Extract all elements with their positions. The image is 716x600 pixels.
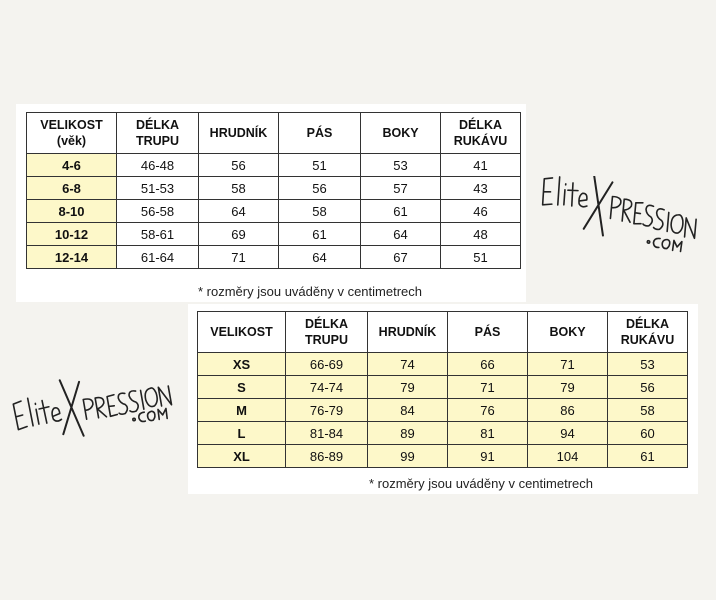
measurement-cell: 81	[448, 422, 528, 445]
measurement-cell: 53	[361, 154, 441, 177]
column-header	[448, 312, 528, 353]
table-row	[27, 154, 521, 177]
measurement-cell: 71	[528, 353, 608, 376]
size-label-cell: 8-10	[27, 200, 117, 223]
header-row	[27, 113, 521, 154]
measurement-cell: 53	[608, 353, 688, 376]
measurement-cell: 66-69	[286, 353, 368, 376]
measurement-cell: 56-58	[117, 200, 199, 223]
column-header	[279, 113, 361, 154]
measurement-cell: 51	[279, 154, 361, 177]
measurement-cell: 71	[448, 376, 528, 399]
measurement-cell: 84	[368, 399, 448, 422]
size-label-cell: 12-14	[27, 246, 117, 269]
kids-size-note: * rozměry jsou uváděny v centimetrech	[198, 284, 422, 299]
measurement-cell: 46	[441, 200, 521, 223]
column-header-line: BOKY	[549, 325, 586, 339]
table-row	[198, 445, 688, 468]
table-row	[27, 200, 521, 223]
measurement-cell: 60	[608, 422, 688, 445]
table-row	[198, 376, 688, 399]
table-row	[27, 246, 521, 269]
column-header	[199, 113, 279, 154]
column-header	[286, 312, 368, 353]
measurement-cell: 48	[441, 223, 521, 246]
measurement-cell: 56	[199, 154, 279, 177]
measurement-cell: 61	[608, 445, 688, 468]
column-header-line: (věk)	[56, 134, 87, 148]
brand-logo-right	[534, 176, 710, 254]
measurement-cell: 89	[368, 422, 448, 445]
measurement-cell: 61-64	[117, 246, 199, 269]
measurement-cell: 86-89	[286, 445, 368, 468]
table-row	[27, 223, 521, 246]
column-header-line: TRUPU	[135, 134, 180, 148]
measurement-cell: 61	[361, 200, 441, 223]
column-header-line: VELIKOST	[210, 325, 273, 339]
measurement-cell: 76	[448, 399, 528, 422]
measurement-cell: 104	[528, 445, 608, 468]
measurement-cell: 91	[448, 445, 528, 468]
column-header-line: PÁS	[306, 126, 333, 140]
column-header-line: HRUDNÍK	[209, 126, 268, 140]
measurement-cell: 46-48	[117, 154, 199, 177]
column-header	[27, 113, 117, 154]
measurement-cell: 58	[199, 177, 279, 200]
measurement-cell: 51	[441, 246, 521, 269]
measurement-cell: 86	[528, 399, 608, 422]
adult-size-note: * rozměry jsou uváděny v centimetrech	[369, 476, 593, 491]
measurement-cell: 58	[608, 399, 688, 422]
column-header-line: DÉLKA	[135, 118, 180, 132]
measurement-cell: 58-61	[117, 223, 199, 246]
column-header-line: DÉLKA	[625, 317, 670, 331]
size-label-cell: 10-12	[27, 223, 117, 246]
size-label-cell: L	[198, 422, 286, 445]
measurement-cell: 76-79	[286, 399, 368, 422]
measurement-cell: 79	[528, 376, 608, 399]
column-header	[528, 312, 608, 353]
measurement-cell: 43	[441, 177, 521, 200]
measurement-cell: 56	[608, 376, 688, 399]
column-header	[361, 113, 441, 154]
column-header-line: RUKÁVU	[620, 333, 675, 347]
column-header	[368, 312, 448, 353]
measurement-cell: 64	[279, 246, 361, 269]
column-header	[117, 113, 199, 154]
column-header-line: TRUPU	[304, 333, 349, 347]
table-row	[198, 353, 688, 376]
measurement-cell: 51-53	[117, 177, 199, 200]
measurement-cell: 64	[199, 200, 279, 223]
column-header-line: RUKÁVU	[453, 134, 508, 148]
column-header-line: DÉLKA	[458, 118, 503, 132]
column-header-line: HRUDNÍK	[378, 325, 437, 339]
column-header	[198, 312, 286, 353]
measurement-cell: 41	[441, 154, 521, 177]
measurement-cell: 69	[199, 223, 279, 246]
column-header-line: PÁS	[474, 325, 501, 339]
logo-lettering-right	[537, 176, 701, 253]
table-row	[198, 422, 688, 445]
header-row	[198, 312, 688, 353]
measurement-cell: 99	[368, 445, 448, 468]
measurement-cell: 64	[361, 223, 441, 246]
kids-table-body	[27, 113, 521, 269]
column-header-line: VELIKOST	[40, 118, 103, 132]
measurement-cell: 61	[279, 223, 361, 246]
adult-size-chart	[188, 304, 698, 494]
measurement-cell: 66	[448, 353, 528, 376]
size-label-cell: 4-6	[27, 154, 117, 177]
measurement-cell: 57	[361, 177, 441, 200]
measurement-cell: 94	[528, 422, 608, 445]
column-header-line: DÉLKA	[304, 317, 349, 331]
measurement-cell: 56	[279, 177, 361, 200]
column-header	[441, 113, 521, 154]
measurement-cell: 74	[368, 353, 448, 376]
adult-size-table	[197, 311, 688, 468]
size-label-cell: XL	[198, 445, 286, 468]
measurement-cell: 81-84	[286, 422, 368, 445]
measurement-cell: 74-74	[286, 376, 368, 399]
size-label-cell: 6-8	[27, 177, 117, 200]
brand-logo-left	[8, 368, 184, 442]
measurement-cell: 67	[361, 246, 441, 269]
size-label-cell: M	[198, 399, 286, 422]
adult-table-body	[198, 312, 688, 468]
size-label-cell: XS	[198, 353, 286, 376]
measurement-cell: 71	[199, 246, 279, 269]
kids-size-table	[26, 112, 521, 269]
column-header	[608, 312, 688, 353]
size-label-cell: S	[198, 376, 286, 399]
logo-lettering-left	[11, 368, 174, 442]
table-row	[198, 399, 688, 422]
table-row	[27, 177, 521, 200]
column-header-line: BOKY	[382, 126, 419, 140]
measurement-cell: 79	[368, 376, 448, 399]
measurement-cell: 58	[279, 200, 361, 223]
kids-size-chart	[16, 104, 526, 302]
